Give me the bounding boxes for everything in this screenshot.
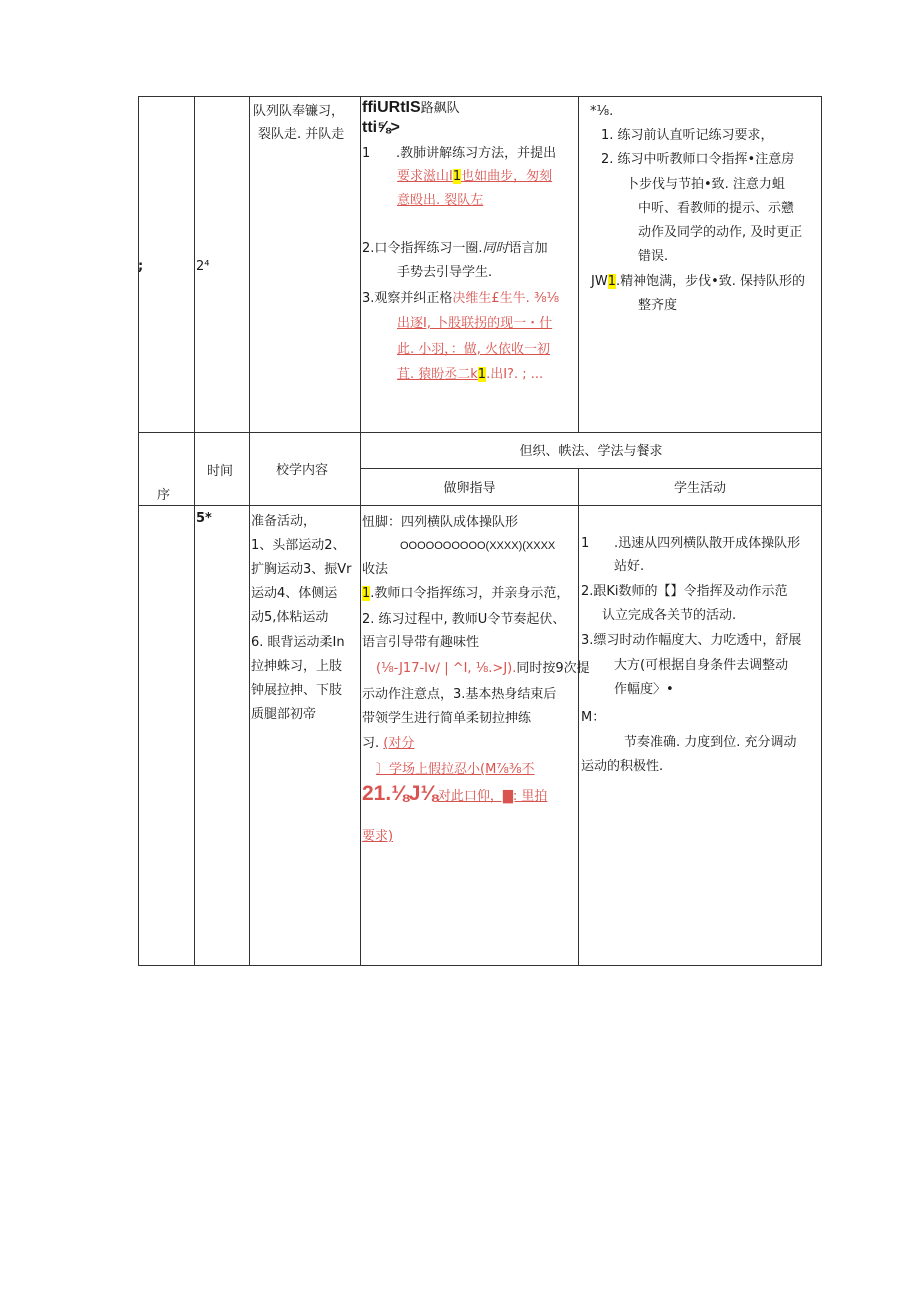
header-teacher: 做卵指导 — [443, 481, 496, 496]
row1-student-s3-b: 整齐度 — [638, 298, 678, 313]
row2-student-s2-b: 认立完成各关节的活动. — [602, 608, 737, 623]
t3-hl: 1 — [362, 586, 371, 601]
row1-teacher-i3-b: 出逐I, 卜股联拐的现一・什 — [397, 316, 553, 331]
row1-time: 2⁴ — [196, 259, 210, 274]
row2-content-6: 拉抻蛛习，上肢 — [251, 659, 343, 674]
row2-student-s5-a: 节奏准确. 力度到位. 充分调动 — [624, 735, 797, 750]
header-content: 校学内容 — [276, 463, 329, 478]
row2-teacher-t11 — [362, 782, 547, 809]
table-border-top — [138, 96, 822, 97]
i1b-hl: 1 — [452, 169, 462, 184]
row2-content-1: 1、头部运动2、 — [251, 538, 346, 553]
i3a-pre: 3.观察并纠正格 — [362, 291, 453, 306]
row1-teacher-i1-num: 1 — [362, 146, 371, 161]
row2-student-s3-b: 大方(可根据自身条件去调整动 — [614, 658, 789, 673]
row2-teacher-t8: 带领学生进行简单柔韧拉抻练 — [362, 711, 532, 726]
table-border-bottom — [138, 965, 822, 966]
table-border-right — [821, 96, 822, 966]
t11-big: 21.⅛J⅛ — [362, 782, 438, 805]
row2-teacher-t9 — [362, 735, 414, 752]
column-divider-2 — [249, 96, 250, 966]
column-divider-4a — [578, 96, 579, 433]
i3a-red: 决维生£生牛. ⅜⅛ — [452, 291, 560, 306]
i2a-it: 同时 — [482, 241, 509, 256]
row1-teacher-i3-c: 此. 小羽，：做, 火依收一初 — [397, 342, 551, 357]
row-divider-2 — [138, 505, 822, 506]
t6-red: (⅛-J17-Iv∕ | ^I, ⅛.>J). — [376, 661, 517, 676]
row2-student-s2-a: 2.跟Ki数师的【】令指挥及动作示范 — [581, 584, 788, 599]
row1-content-line2: 裂队走. 并队走 — [258, 127, 345, 142]
row1-teacher-title — [362, 99, 460, 117]
row2-student-s1-num: 1 — [581, 536, 590, 551]
row2-student-s3-c: 作幅度〉• — [614, 682, 674, 697]
row1-teacher-i3-a — [362, 290, 559, 307]
row2-teacher-t5: 语言引导带有趣味性 — [362, 635, 480, 650]
table-border-left — [138, 96, 139, 966]
row2-content-2: 扩胸运动3、振Vr — [251, 562, 352, 577]
row1-student-s2-c: 中听、看教师的提示、示戆 — [638, 201, 795, 216]
header-org: 但织、帙法、学法与餐求 — [519, 444, 663, 459]
i2a-post: 语言加 — [508, 241, 548, 256]
title-latin: ffiURtIS — [362, 99, 421, 116]
row1-teacher-i1-b — [397, 168, 552, 185]
row-divider-1 — [138, 432, 822, 433]
column-divider-1 — [194, 96, 195, 966]
row2-content-8: 质腿部初帝 — [251, 707, 317, 722]
row1-student-s2-d: 动作及同学的动作, 及时更正 — [638, 225, 803, 240]
row2-teacher-t4: 2. 练习过程中, 教师U令节奏起伏、 — [362, 612, 566, 627]
row1-teacher-i1-a: .教肺讲解练习方法，并提出 — [396, 146, 557, 161]
row1-student-s1: 1. 练习前认直听记练习要求， — [601, 128, 774, 143]
header-seq: 序 — [157, 488, 171, 503]
row2-teacher-t7: 示动作注意点，3.基本热身结束后 — [362, 687, 557, 702]
row2-teacher-t2: 收法 — [362, 562, 389, 577]
row1-student-s2-e: 错误. — [638, 249, 669, 264]
t6-post: 同时按9次提 — [516, 661, 590, 676]
row2-teacher-t0: 忸脚：四列横队成体操队形 — [362, 515, 519, 530]
row2-student-s3-a: 3.缥习时动作幅度大、力吃透中，舒展 — [581, 633, 802, 648]
row2-student-s1-b: 站好. — [614, 559, 645, 574]
row1-seq: ; — [138, 259, 144, 274]
column-divider-3 — [360, 96, 361, 966]
row-divider-org — [360, 468, 822, 469]
i3d-hl: 1 — [477, 367, 487, 382]
row2-teacher-t12: 要求) — [362, 829, 394, 844]
i3d-post: .出I?. ; ... — [486, 367, 544, 382]
t3-post: .教师口令指挥练习，并亲身示范， — [370, 586, 570, 601]
row2-content-7: 钟展拉抻、下肢 — [251, 683, 343, 698]
row1-teacher-i1-c: 意殴出. 裂队左 — [397, 193, 484, 208]
s3-pre: JW — [591, 274, 608, 289]
row1-student-s3 — [591, 273, 805, 290]
s3-post: .精神饱满，步伐•致. 保持队形的 — [615, 274, 806, 289]
row1-teacher-i2-b: 手势去引导学生. — [397, 265, 493, 280]
row1-teacher-subtitle: tti⅝> — [362, 119, 400, 136]
row2-teacher-t10: 〕学场上假拉忍小(M⅞⅜不 — [376, 762, 535, 777]
t11-red: 对此口仰，▇: 里拍 — [437, 789, 548, 804]
row2-content-5: 6. 眼背运动柔In — [251, 635, 345, 650]
row1-teacher-i3-d — [397, 366, 543, 383]
row2-content-4: 动5,体粘运动 — [251, 610, 329, 625]
s3-hl: 1 — [607, 274, 616, 289]
row2-student-s4: M： — [581, 710, 606, 725]
row2-content-0: 准备活动， — [251, 514, 317, 529]
row2-student-s1-a: .迅速从四列横队散开成体操队形 — [614, 536, 801, 551]
row2-content-3: 运动4、体侧运 — [251, 586, 338, 601]
row2-time: 5* — [196, 511, 212, 526]
row2-teacher-t1: OOOOOOOOOO(XXXX)(XXXX — [400, 540, 556, 552]
row1-student-s2-a: 2. 练习中听教师口令指挥•注意房 — [601, 152, 795, 167]
row1-student-s2-b: 卜步伐与节拍•致. 注意力蛆 — [626, 177, 785, 192]
row2-student-s5-b: 运动的积极性. — [581, 759, 664, 774]
t9-red: (对分 — [383, 736, 415, 751]
row1-content-line1: 队列队奉镰习， — [253, 104, 345, 119]
i1b-pre: 要求滋山I — [397, 169, 453, 184]
row2-teacher-t3 — [362, 585, 569, 602]
column-divider-4b — [578, 469, 579, 966]
row2-teacher-t6 — [376, 660, 590, 677]
header-student: 学生活动 — [673, 481, 726, 496]
row1-student-s0: *⅛. — [590, 104, 614, 119]
title-cn: 路飙队 — [420, 100, 460, 115]
t9-pre: 习. — [362, 736, 384, 751]
i3d-pre: 苴. 猿盼丞二k — [397, 367, 478, 382]
row1-teacher-i2-a — [362, 240, 548, 257]
i2a-pre: 2.口令指挥练习一圈. — [362, 241, 483, 256]
header-time: 时间 — [207, 464, 234, 479]
i1b-post: 也如曲步，匆刻 — [461, 169, 553, 184]
